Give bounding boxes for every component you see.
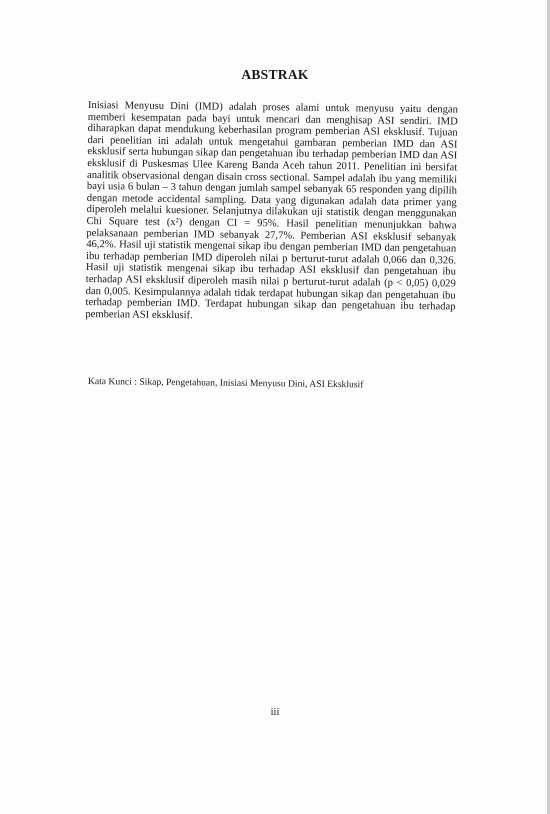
page-title: ABSTRAK: [241, 67, 309, 82]
abstract-body: Inisiasi Menyusu Dini (IMD) adalah proses alami untuk menyusu yaitu dengan memberi kesempatan pada bayi untuk mencari dan menghisap ASI sendiri. IMD diharapkan dapat mendukung keberhasilan program pemberian ASI eksklusif. Tujuan dari penelitian ini adalah untuk mengetahui gambaran pemberian IMD dan ASI eksklusif serta hubungan sikap dan pengetahuan ibu terhadap pemberian IMD dan ASI eksklusif di Puskesmas Ulee Kareng Banda Aceh tahun 2011. Penelitian ini bersifat analitik observasional dengan disain cross sectional. Sampel adalah ibu yang memiliki bayi usia 6 bulan – 3 tahun dengan jumlah sampel sebanyak 65 responden yang dipilih dengan metode accidental sampling. Data yang digunakan adalah data primer yang diperoleh melalui kuesioner. Selanjutnya dilakukan uji statistik dengan menggunakan Chi Square test (x²) dengan CI = 95%. Hasil penelitian menunjukkan bahwa pelaksanaan pemberian IMD sebanyak 27,7%. Pemberian ASI eksklusif sebanyak 46,2%. Hasil uji statistik mengenai sikap ibu dengan pemberian IMD dan pengetahuan ibu terhadap pemberian IMD diperoleh nilai p berturut-turut adalah 0,066 dan 0,326. Hasil uji statistik mengenai sikap ibu terhadap ASI eksklusif dan pengetahuan ibu terhadap ASI eksklusif diperoleh masih nilai p berturut-turut adalah (p < 0,05) 0,029 dan 0,005. Kesimpulannya adalah tidak terdapat hubungan sikap dan pengetahuan ibu terhadap pemberian IMD. Terdapat hubungan sikap dan pengetahuan ibu terhadap pemberian ASI eksklusif.: [85, 100, 458, 321]
page-number: iii: [270, 707, 280, 718]
keywords-line: Kata Kunci : Sikap, Pengetahuan, Inisiasi Menyusu Dini, ASI Eksklusif: [87, 376, 364, 391]
